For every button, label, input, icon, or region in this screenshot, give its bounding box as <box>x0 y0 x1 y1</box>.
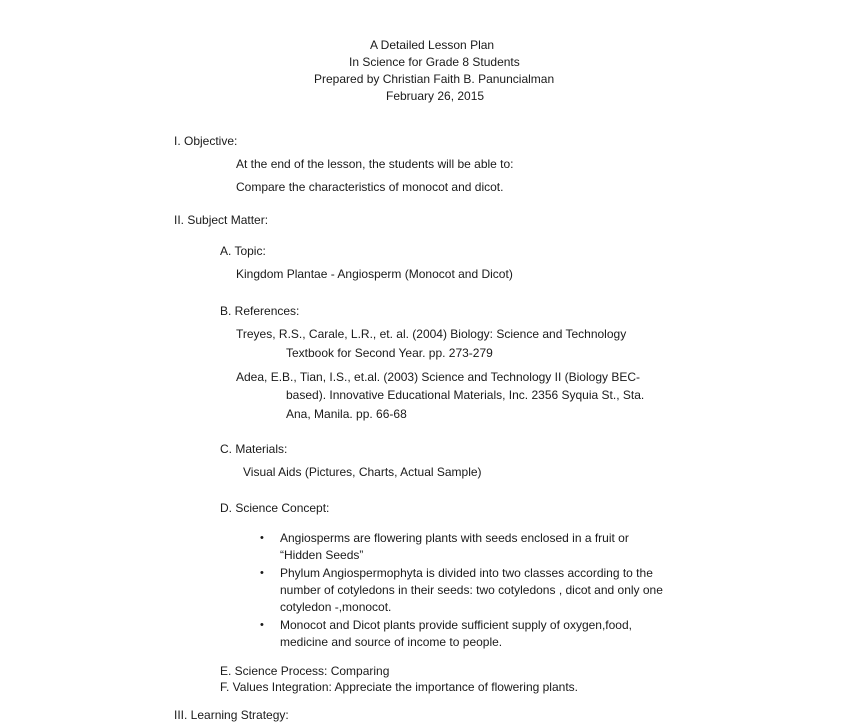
bullet-icon: • <box>260 567 264 579</box>
concept-bullet-text: Angiosperms are flowering plants with seeds enclosed in a fruit or <box>280 531 629 545</box>
topic-heading: A. Topic: <box>220 244 266 258</box>
bullet-icon: • <box>260 619 264 631</box>
objective-line: At the end of the lesson, the students will be able to: <box>236 157 514 171</box>
reference-line: Textbook for Second Year. pp. 273-279 <box>286 346 493 360</box>
subject-matter-heading: II. Subject Matter: <box>174 213 269 227</box>
reference-line: Ana, Manila. pp. 66-68 <box>286 407 407 421</box>
bullet-icon: • <box>260 532 264 544</box>
science-process: E. Science Process: Comparing <box>220 664 390 678</box>
objective-line: Compare the characteristics of monocot and dicot. <box>236 180 504 194</box>
doc-subtitle: In Science for Grade 8 Students <box>349 55 520 69</box>
materials-text: Visual Aids (Pictures, Charts, Actual Sample) <box>243 465 482 479</box>
references-heading: B. References: <box>220 304 300 318</box>
objective-heading: I. Objective: <box>174 134 238 148</box>
reference-line: Treyes, R.S., Carale, L.R., et. al. (2004) Biology: Science and Technology <box>236 327 627 341</box>
doc-author: Prepared by Christian Faith B. Panuncialman <box>314 72 555 86</box>
topic-text: Kingdom Plantae - Angiosperm (Monocot and Dicot) <box>236 267 513 281</box>
reference-line: Adea, E.B., Tian, I.S., et.al. (2003) Science and Technology II (Biology BEC- <box>236 370 640 384</box>
concept-bullet-text: Monocot and Dicot plants provide sufficient supply of oxygen,food, <box>280 618 632 632</box>
concept-bullet-text: medicine and source of income to people. <box>280 635 503 649</box>
concept-bullet-text: Phylum Angiospermophyta is divided into two classes according to the <box>280 566 653 580</box>
concept-bullet-text: “Hidden Seeds” <box>280 548 364 562</box>
learning-strategy-heading: III. Learning Strategy: <box>174 708 289 722</box>
reference-line: based). Innovative Educational Materials, Inc. 2356 Syquia St., Sta. <box>286 388 645 402</box>
doc-date: February 26, 2015 <box>386 89 485 103</box>
values-integration: F. Values Integration: Appreciate the importance of flowering plants. <box>220 680 578 694</box>
materials-heading: C. Materials: <box>220 442 288 456</box>
concept-bullet-text: cotyledon -,monocot. <box>280 600 392 614</box>
concept-bullet-text: number of cotyledons in their seeds: two cotyledons , dicot and only one <box>280 583 663 597</box>
doc-title: A Detailed Lesson Plan <box>370 38 495 52</box>
science-concept-heading: D. Science Concept: <box>220 501 330 515</box>
